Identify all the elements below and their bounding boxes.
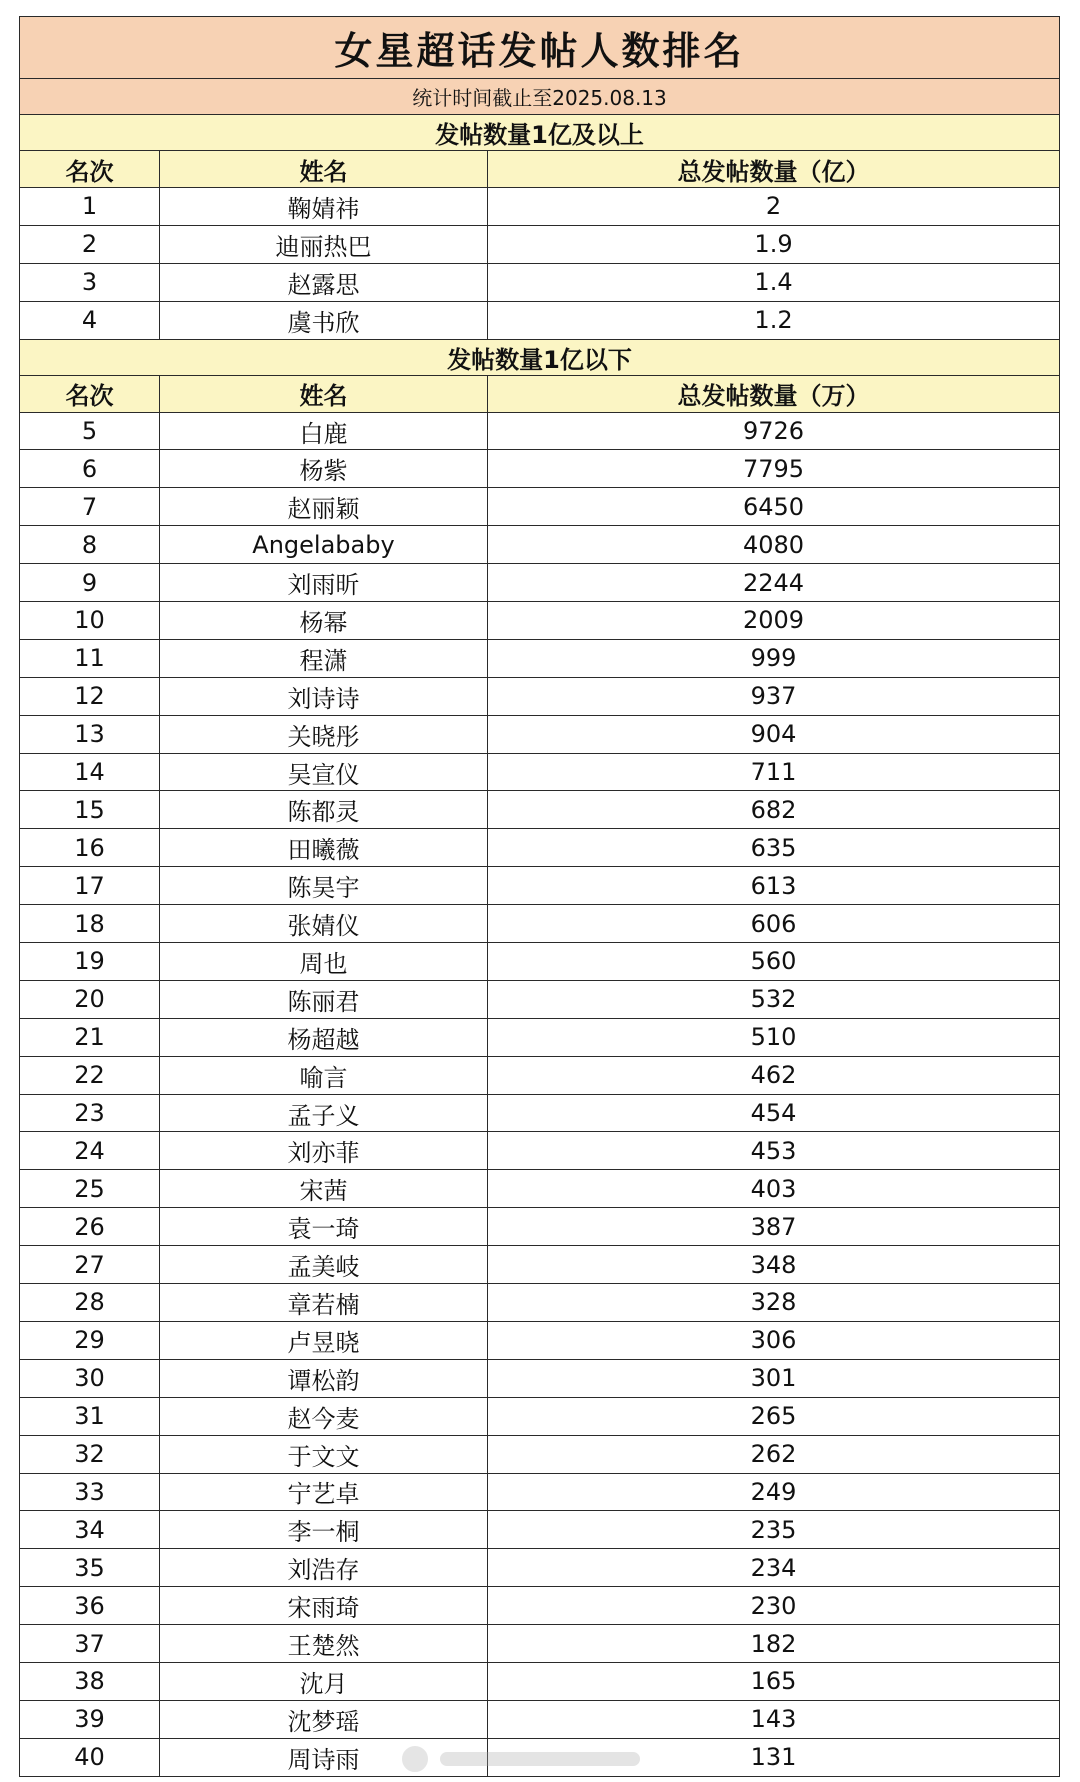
rank-cell: 21	[20, 1018, 160, 1056]
name-cell: 于文文	[160, 1435, 488, 1473]
count-cell: 235	[488, 1511, 1060, 1549]
rank-cell: 15	[20, 791, 160, 829]
name-cell: 宋雨琦	[160, 1587, 488, 1625]
name-cell: 赵丽颖	[160, 488, 488, 526]
count-cell: 613	[488, 867, 1060, 905]
table-row	[20, 263, 1060, 301]
ranking-table	[19, 16, 1060, 1777]
name-cell: 田曦薇	[160, 829, 488, 867]
name-cell: 关晓彤	[160, 715, 488, 753]
count-cell: 262	[488, 1435, 1060, 1473]
rank-cell: 5	[20, 412, 160, 450]
rank-cell: 13	[20, 715, 160, 753]
count-cell: 6450	[488, 488, 1060, 526]
count-cell: 182	[488, 1625, 1060, 1663]
name-cell: 迪丽热巴	[160, 225, 488, 263]
table-row	[20, 677, 1060, 715]
section-label-rest: 发帖数量1亿以下	[20, 339, 1060, 375]
table-row	[20, 715, 1060, 753]
name-header: 姓名	[160, 151, 488, 188]
name-cell: 沈月	[160, 1662, 488, 1700]
rank-cell: 26	[20, 1208, 160, 1246]
table-row	[20, 1018, 1060, 1056]
rank-cell: 14	[20, 753, 160, 791]
rank-cell: 9	[20, 564, 160, 602]
table-row	[20, 1094, 1060, 1132]
count-cell: 265	[488, 1397, 1060, 1435]
name-cell: 袁一琦	[160, 1208, 488, 1246]
rank-cell: 39	[20, 1700, 160, 1738]
name-cell: Angelababy	[160, 526, 488, 564]
name-cell: 刘亦菲	[160, 1132, 488, 1170]
table-row	[20, 1662, 1060, 1700]
page-title: 女星超话发帖人数排名	[20, 17, 1060, 79]
count-cell: 510	[488, 1018, 1060, 1056]
count-cell: 1.4	[488, 263, 1060, 301]
table-row	[20, 829, 1060, 867]
rank-cell: 4	[20, 301, 160, 339]
table-row	[20, 1246, 1060, 1284]
column-header-row-top	[20, 151, 1060, 188]
rank-cell: 27	[20, 1246, 160, 1284]
rank-cell: 1	[20, 188, 160, 226]
count-cell: 2244	[488, 564, 1060, 602]
name-cell: 张婧仪	[160, 905, 488, 943]
rank-cell: 24	[20, 1132, 160, 1170]
table-row	[20, 602, 1060, 640]
count-cell: 301	[488, 1359, 1060, 1397]
count-cell: 2	[488, 188, 1060, 226]
table-row	[20, 1700, 1060, 1738]
name-cell: 吴宣仪	[160, 753, 488, 791]
table-row	[20, 1587, 1060, 1625]
table-row	[20, 1170, 1060, 1208]
rank-cell: 8	[20, 526, 160, 564]
count-cell: 4080	[488, 526, 1060, 564]
rank-cell: 28	[20, 1284, 160, 1322]
count-cell: 462	[488, 1056, 1060, 1094]
rank-cell: 20	[20, 980, 160, 1018]
table-row	[20, 867, 1060, 905]
rank-cell: 30	[20, 1359, 160, 1397]
count-cell: 306	[488, 1321, 1060, 1359]
count-cell: 904	[488, 715, 1060, 753]
count-cell: 9726	[488, 412, 1060, 450]
column-header-row-rest	[20, 375, 1060, 412]
name-cell: 宁艺卓	[160, 1473, 488, 1511]
table-row	[20, 488, 1060, 526]
watermark	[400, 1742, 660, 1776]
rank-cell: 19	[20, 943, 160, 981]
rank-cell: 32	[20, 1435, 160, 1473]
count-cell: 403	[488, 1170, 1060, 1208]
rank-cell: 31	[20, 1397, 160, 1435]
name-cell: 杨紫	[160, 450, 488, 488]
table-row	[20, 1132, 1060, 1170]
name-cell: 赵露思	[160, 263, 488, 301]
table-row	[20, 225, 1060, 263]
count-cell: 131	[488, 1738, 1060, 1776]
count-cell: 711	[488, 753, 1060, 791]
count-cell: 165	[488, 1662, 1060, 1700]
table-row	[20, 188, 1060, 226]
name-cell: 王楚然	[160, 1625, 488, 1663]
count-cell: 1.2	[488, 301, 1060, 339]
rank-cell: 6	[20, 450, 160, 488]
rank-header: 名次	[20, 375, 160, 412]
rank-cell: 17	[20, 867, 160, 905]
table-row	[20, 943, 1060, 981]
rank-cell: 12	[20, 677, 160, 715]
table-row	[20, 1359, 1060, 1397]
count-cell: 606	[488, 905, 1060, 943]
name-cell: 谭松韵	[160, 1359, 488, 1397]
rank-cell: 35	[20, 1549, 160, 1587]
name-cell: 孟美岐	[160, 1246, 488, 1284]
count-cell: 143	[488, 1700, 1060, 1738]
rank-cell: 25	[20, 1170, 160, 1208]
count-cell: 532	[488, 980, 1060, 1018]
title-row	[20, 17, 1060, 79]
count-cell: 999	[488, 639, 1060, 677]
rank-cell: 16	[20, 829, 160, 867]
count-cell: 453	[488, 1132, 1060, 1170]
rank-cell: 22	[20, 1056, 160, 1094]
table-row	[20, 791, 1060, 829]
count-cell: 635	[488, 829, 1060, 867]
count-cell: 2009	[488, 602, 1060, 640]
table-row	[20, 301, 1060, 339]
table-row	[20, 1284, 1060, 1322]
count-cell: 560	[488, 943, 1060, 981]
name-cell: 陈都灵	[160, 791, 488, 829]
table-row	[20, 1473, 1060, 1511]
table-row	[20, 1208, 1060, 1246]
watermark-bar	[440, 1752, 640, 1766]
table-row	[20, 639, 1060, 677]
count-header-rest: 总发帖数量（万）	[488, 375, 1060, 412]
name-cell: 陈昊宇	[160, 867, 488, 905]
section-header-rest	[20, 339, 1060, 375]
name-cell: 孟子义	[160, 1094, 488, 1132]
table-row	[20, 1321, 1060, 1359]
count-cell: 1.9	[488, 225, 1060, 263]
name-cell: 刘浩存	[160, 1549, 488, 1587]
name-cell: 鞠婧祎	[160, 188, 488, 226]
rank-cell: 11	[20, 639, 160, 677]
name-cell: 赵今麦	[160, 1397, 488, 1435]
table-row	[20, 564, 1060, 602]
name-cell: 刘雨昕	[160, 564, 488, 602]
name-cell: 周也	[160, 943, 488, 981]
watermark-logo-icon	[400, 1744, 430, 1774]
count-cell: 454	[488, 1094, 1060, 1132]
count-cell: 230	[488, 1587, 1060, 1625]
name-cell: 宋茜	[160, 1170, 488, 1208]
name-cell: 李一桐	[160, 1511, 488, 1549]
count-header-top: 总发帖数量（亿）	[488, 151, 1060, 188]
name-cell: 卢昱晓	[160, 1321, 488, 1359]
name-header: 姓名	[160, 375, 488, 412]
count-cell: 348	[488, 1246, 1060, 1284]
name-cell: 刘诗诗	[160, 677, 488, 715]
rank-cell: 37	[20, 1625, 160, 1663]
table-row	[20, 450, 1060, 488]
count-cell: 682	[488, 791, 1060, 829]
count-cell: 7795	[488, 450, 1060, 488]
table-row	[20, 526, 1060, 564]
count-cell: 328	[488, 1284, 1060, 1322]
rank-cell: 23	[20, 1094, 160, 1132]
count-cell: 937	[488, 677, 1060, 715]
table-row	[20, 753, 1060, 791]
rank-cell: 29	[20, 1321, 160, 1359]
table-row	[20, 1056, 1060, 1094]
rank-cell: 36	[20, 1587, 160, 1625]
section-header-top	[20, 115, 1060, 151]
rank-cell: 7	[20, 488, 160, 526]
table-row	[20, 905, 1060, 943]
rank-cell: 18	[20, 905, 160, 943]
name-cell: 杨幂	[160, 602, 488, 640]
table-row	[20, 1397, 1060, 1435]
name-cell: 沈梦瑶	[160, 1700, 488, 1738]
rank-header: 名次	[20, 151, 160, 188]
count-cell: 249	[488, 1473, 1060, 1511]
date-note: 统计时间截止至2025.08.13	[20, 79, 1060, 115]
ranking-table-body	[20, 17, 1060, 1777]
section-label-top: 发帖数量1亿及以上	[20, 115, 1060, 151]
name-cell: 程潇	[160, 639, 488, 677]
rank-cell: 3	[20, 263, 160, 301]
rank-cell: 33	[20, 1473, 160, 1511]
name-cell: 周诗雨	[160, 1738, 488, 1776]
table-row	[20, 1549, 1060, 1587]
rank-cell: 38	[20, 1662, 160, 1700]
table-row	[20, 412, 1060, 450]
rank-cell: 10	[20, 602, 160, 640]
name-cell: 章若楠	[160, 1284, 488, 1322]
name-cell: 杨超越	[160, 1018, 488, 1056]
count-cell: 387	[488, 1208, 1060, 1246]
table-row	[20, 1511, 1060, 1549]
rank-cell: 40	[20, 1738, 160, 1776]
date-row	[20, 79, 1060, 115]
name-cell: 虞书欣	[160, 301, 488, 339]
table-row	[20, 1625, 1060, 1663]
rank-cell: 2	[20, 225, 160, 263]
table-row	[20, 980, 1060, 1018]
name-cell: 白鹿	[160, 412, 488, 450]
count-cell: 234	[488, 1549, 1060, 1587]
table-row	[20, 1435, 1060, 1473]
name-cell: 陈丽君	[160, 980, 488, 1018]
name-cell: 喻言	[160, 1056, 488, 1094]
rank-cell: 34	[20, 1511, 160, 1549]
